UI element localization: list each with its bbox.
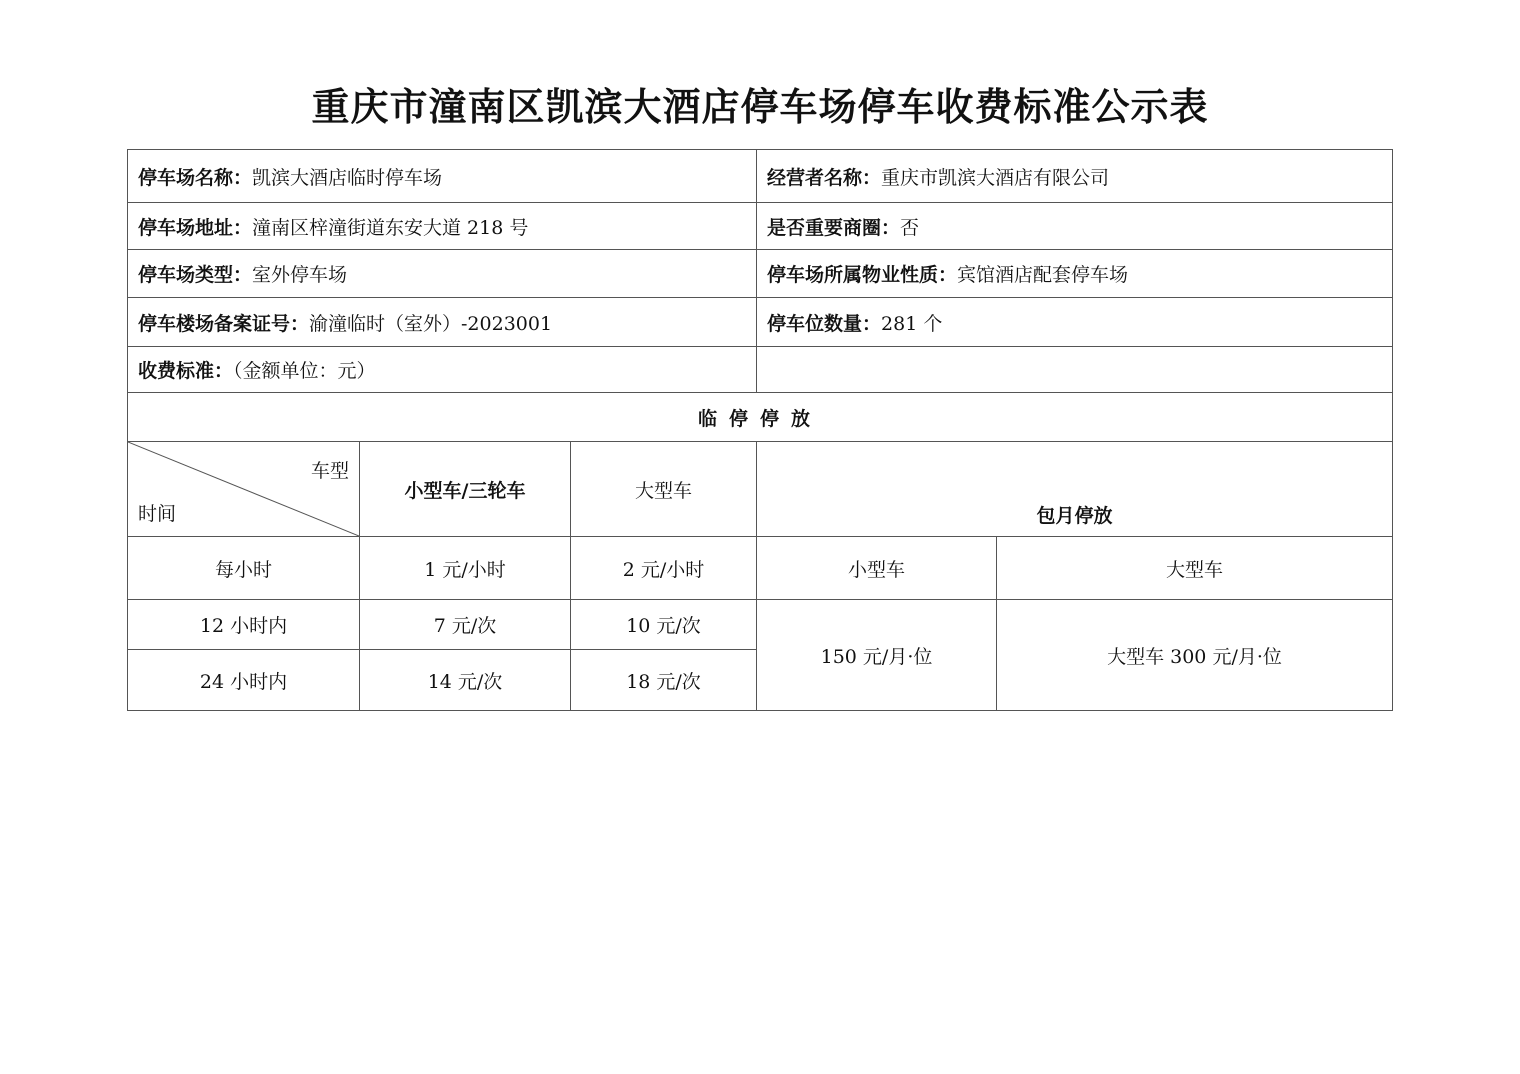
time-header: 时间 xyxy=(138,503,177,525)
lot-type-label: 停车场类型： xyxy=(138,264,253,286)
property-value: 宾馆酒店配套停车场 xyxy=(957,264,1129,286)
large-price-cell: 18 元/次 xyxy=(571,650,757,711)
small-price-cell: 14 元/次 xyxy=(360,650,571,711)
info-row-record xyxy=(128,298,1393,347)
monthly-large-header: 大型车 xyxy=(997,537,1393,600)
vehicle-type-header: 车型 xyxy=(310,460,349,482)
business-circle-cell xyxy=(757,203,1393,250)
monthly-small-header: 小型车 xyxy=(757,537,997,600)
business-circle-value: 否 xyxy=(900,216,920,239)
column-header-row xyxy=(128,442,1393,537)
spaces-cell xyxy=(757,298,1393,347)
monthly-heading: 包月停放 xyxy=(757,442,1393,537)
info-row-name xyxy=(128,150,1393,203)
info-row-fee xyxy=(128,347,1393,393)
empty-cell xyxy=(757,347,1393,393)
spaces-label: 停车位数量： xyxy=(767,312,882,335)
record-label: 停车楼场备案证号： xyxy=(138,312,310,335)
small-price-cell: 1 元/小时 xyxy=(360,537,571,600)
lot-name-cell xyxy=(128,150,757,203)
lot-name-value: 凯滨大酒店临时停车场 xyxy=(252,166,443,189)
page-title: 重庆市潼南区凯滨大酒店停车场停车收费标准公示表 xyxy=(311,85,1209,129)
lot-type-cell xyxy=(128,250,757,298)
large-price-cell: 10 元/次 xyxy=(571,600,757,650)
info-row-type xyxy=(128,250,1393,298)
table-row xyxy=(128,600,1393,650)
time-cell: 12 小时内 xyxy=(128,600,360,650)
record-cell xyxy=(128,298,757,347)
address-cell xyxy=(128,203,757,250)
property-cell xyxy=(757,250,1393,298)
diagonal-header-cell xyxy=(128,442,360,537)
info-row-address xyxy=(128,203,1393,250)
address-value: 潼南区梓潼街道东安大道 218 号 xyxy=(252,216,529,239)
fee-standard-cell xyxy=(128,347,757,393)
operator-value: 重庆市凯滨大酒店有限公司 xyxy=(881,166,1110,189)
operator-cell xyxy=(757,150,1393,203)
address-label: 停车场地址： xyxy=(138,216,253,239)
fee-standard-label: 收费标准： xyxy=(138,360,234,382)
lot-name-label: 停车场名称： xyxy=(138,166,253,189)
large-vehicle-header: 大型车 xyxy=(571,442,757,537)
temporary-heading-row xyxy=(128,393,1393,442)
property-label: 停车场所属物业性质： xyxy=(767,264,958,286)
operator-label: 经营者名称： xyxy=(767,166,882,189)
large-price-cell: 2 元/小时 xyxy=(571,537,757,600)
lot-type-value: 室外停车场 xyxy=(252,264,348,286)
business-circle-label: 是否重要商圈： xyxy=(767,216,901,239)
monthly-small-price: 150 元/月·位 xyxy=(757,600,997,711)
table-row xyxy=(128,537,1393,600)
small-price-cell: 7 元/次 xyxy=(360,600,571,650)
fee-table xyxy=(127,149,1393,711)
small-vehicle-header: 小型车/三轮车 xyxy=(360,442,571,537)
spaces-value: 281 个 xyxy=(881,312,943,335)
time-cell: 24 小时内 xyxy=(128,650,360,711)
monthly-large-price: 大型车 300 元/月·位 xyxy=(997,600,1393,711)
record-value: 渝潼临时（室外）-2023001 xyxy=(309,312,553,335)
temporary-heading: 临停停放 xyxy=(128,393,1393,442)
time-cell: 每小时 xyxy=(128,537,360,600)
fee-unit-note: （金额单位：元） xyxy=(233,360,376,382)
